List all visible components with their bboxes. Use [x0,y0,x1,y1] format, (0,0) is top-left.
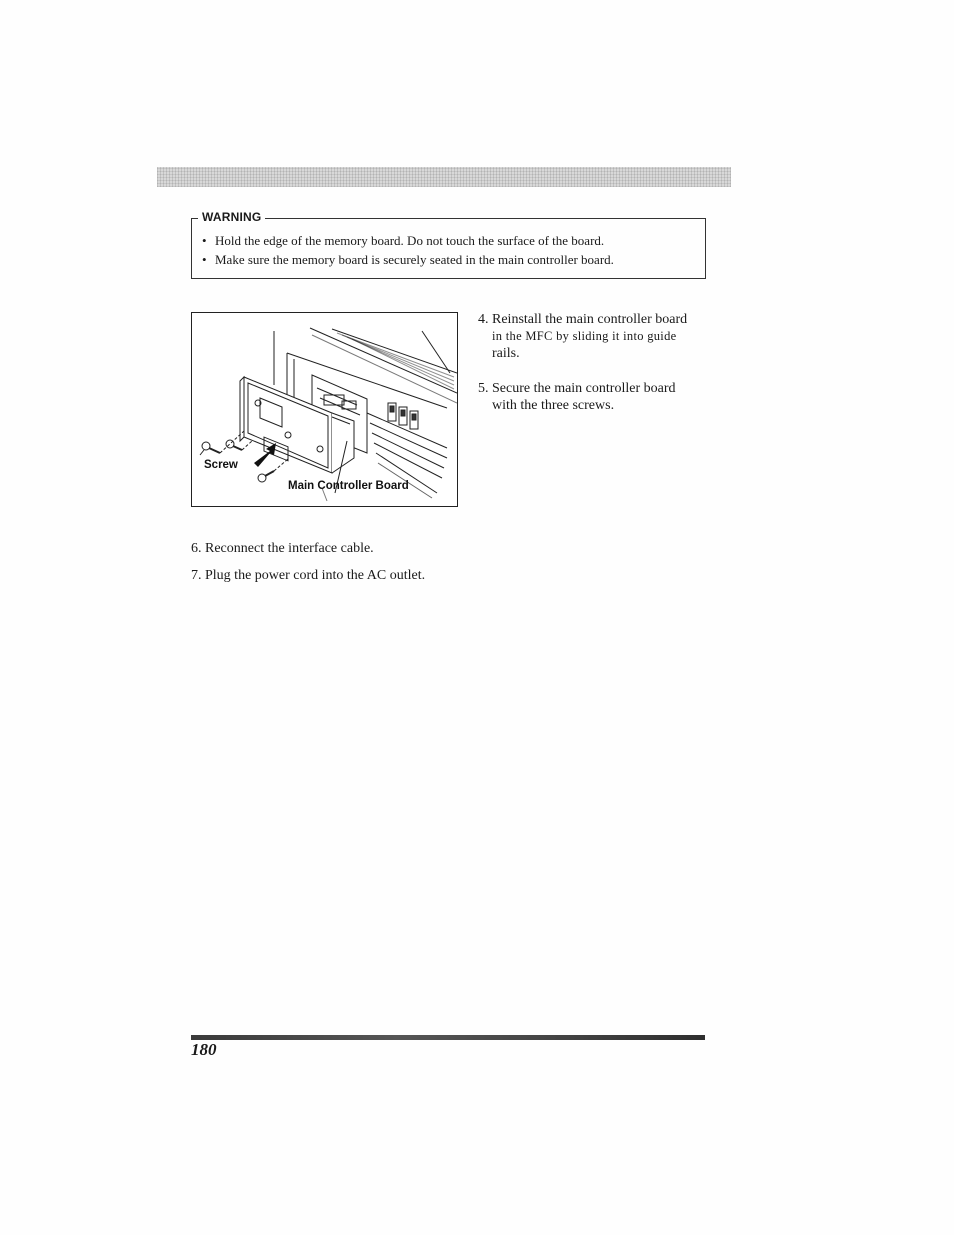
step-text-line3: rails. [492,346,520,361]
bullet-icon: • [202,252,207,267]
step-number: 6. [191,541,202,556]
mfc-drawing [192,313,457,506]
step-5 [478,380,708,414]
step-text-line2: in the MFC by sliding it into guide [492,329,677,343]
page-number: 180 [191,1040,217,1059]
step-text: Plug the power cord into the AC outlet. [205,568,426,583]
main-controller-board-label: Main Controller Board [288,480,409,492]
warning-item [200,231,614,250]
screw-label: Screw [204,459,238,471]
warning-topline [191,218,705,219]
step-6 [191,540,374,557]
warning-list [200,231,614,269]
step-text-line2: with the three screws. [492,398,615,413]
step-number: 5. [478,381,489,396]
bullet-icon: • [202,233,207,248]
warning-item-text: Make sure the memory board is securely seated in the main controller board. [215,252,614,267]
controller-board-illustration [191,312,458,507]
warning-label: WARNING [198,210,265,224]
warning-item-text: Hold the edge of the memory board. Do not touch the surface of the board. [215,233,605,248]
warning-item [200,250,614,269]
footer-rule [191,1035,705,1040]
step-number: 7. [191,568,202,583]
step-text-line1: Reinstall the main controller board [492,312,688,327]
header-band [157,167,731,187]
step-text: Reconnect the interface cable. [205,541,374,556]
step-4 [478,311,708,362]
step-text-line1: Secure the main controller board [492,381,676,396]
step-7 [191,567,425,584]
step-number: 4. [478,312,489,327]
